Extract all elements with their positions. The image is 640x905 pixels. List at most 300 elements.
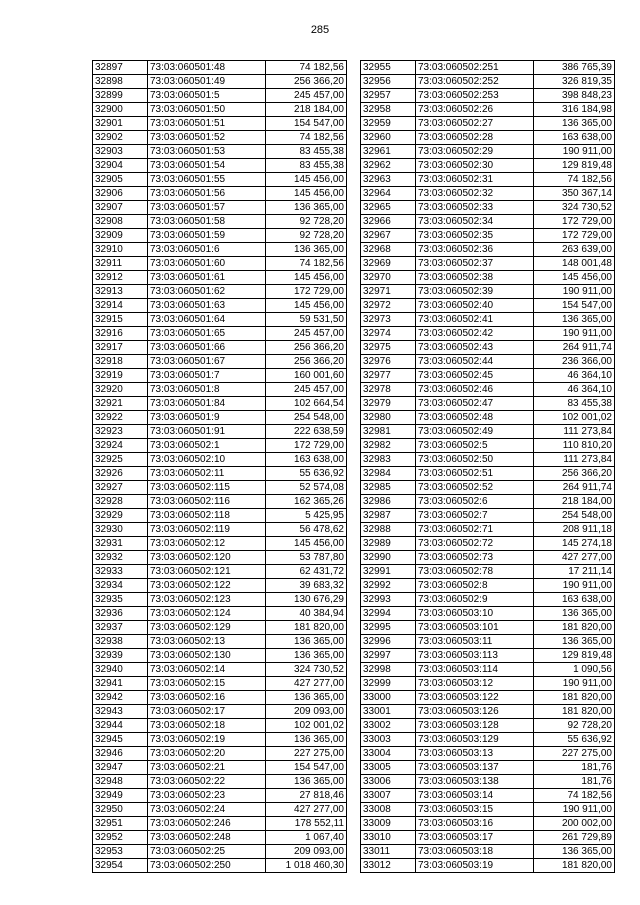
- value-cell: 5 425,95: [266, 509, 347, 523]
- row-number-cell: 32960: [361, 131, 416, 145]
- cadastral-number-cell: 73:03:060502:36: [416, 243, 534, 257]
- table-row: [93, 75, 347, 89]
- cadastral-number-cell: 73:03:060502:26: [416, 103, 534, 117]
- row-number-cell: 32932: [93, 551, 148, 565]
- value-cell: 1 090,56: [534, 663, 615, 677]
- table-row: [361, 733, 615, 747]
- row-number-cell: 32937: [93, 621, 148, 635]
- value-cell: 145 456,00: [266, 537, 347, 551]
- row-number-cell: 32901: [93, 117, 148, 131]
- value-cell: 236 366,00: [534, 355, 615, 369]
- cadastral-number-cell: 73:03:060502:50: [416, 453, 534, 467]
- table-row: [93, 705, 347, 719]
- row-number-cell: 32959: [361, 117, 416, 131]
- row-number-cell: 32997: [361, 649, 416, 663]
- row-number-cell: 32944: [93, 719, 148, 733]
- value-cell: 324 730,52: [266, 663, 347, 677]
- value-cell: 350 367,14: [534, 187, 615, 201]
- row-number-cell: 32986: [361, 495, 416, 509]
- register-table-right-body: [361, 61, 615, 873]
- row-number-cell: 32934: [93, 579, 148, 593]
- row-number-cell: 32981: [361, 425, 416, 439]
- value-cell: 145 274,18: [534, 537, 615, 551]
- table-row: [361, 649, 615, 663]
- value-cell: 264 911,74: [534, 341, 615, 355]
- cadastral-number-cell: 73:03:060502:19: [148, 733, 266, 747]
- value-cell: 227 275,00: [534, 747, 615, 761]
- value-cell: 254 548,00: [534, 509, 615, 523]
- page-number: 285: [310, 24, 330, 36]
- cadastral-number-cell: 73:03:060502:7: [416, 509, 534, 523]
- value-cell: 427 277,00: [266, 677, 347, 691]
- row-number-cell: 32909: [93, 229, 148, 243]
- row-number-cell: 33008: [361, 803, 416, 817]
- cadastral-number-cell: 73:03:060503:113: [416, 649, 534, 663]
- cadastral-number-cell: 73:03:060502:252: [416, 75, 534, 89]
- value-cell: 129 819,48: [534, 159, 615, 173]
- row-number-cell: 32939: [93, 649, 148, 663]
- cadastral-number-cell: 73:03:060501:7: [148, 369, 266, 383]
- table-row: [361, 201, 615, 215]
- table-row: [361, 131, 615, 145]
- table-row: [361, 537, 615, 551]
- table-row: [361, 159, 615, 173]
- value-cell: 181 820,00: [534, 859, 615, 873]
- table-row: [93, 565, 347, 579]
- table-row: [93, 537, 347, 551]
- cadastral-number-cell: 73:03:060502:43: [416, 341, 534, 355]
- row-number-cell: 33009: [361, 817, 416, 831]
- cadastral-number-cell: 73:03:060502:24: [148, 803, 266, 817]
- cadastral-number-cell: 73:03:060502:46: [416, 383, 534, 397]
- table-row: [361, 411, 615, 425]
- cadastral-number-cell: 73:03:060502:32: [416, 187, 534, 201]
- cadastral-number-cell: 73:03:060502:73: [416, 551, 534, 565]
- value-cell: 154 547,00: [534, 299, 615, 313]
- value-cell: 83 455,38: [534, 397, 615, 411]
- table-row: [93, 229, 347, 243]
- row-number-cell: 32931: [93, 537, 148, 551]
- row-number-cell: 32948: [93, 775, 148, 789]
- table-row: [361, 579, 615, 593]
- table-row: [361, 341, 615, 355]
- value-cell: 148 001,48: [534, 257, 615, 271]
- row-number-cell: 32996: [361, 635, 416, 649]
- table-row: [93, 691, 347, 705]
- table-row: [93, 425, 347, 439]
- row-number-cell: 33000: [361, 691, 416, 705]
- row-number-cell: 32919: [93, 369, 148, 383]
- cadastral-number-cell: 73:03:060502:29: [416, 145, 534, 159]
- row-number-cell: 32949: [93, 789, 148, 803]
- cadastral-number-cell: 73:03:060502:72: [416, 537, 534, 551]
- cadastral-number-cell: 73:03:060501:56: [148, 187, 266, 201]
- value-cell: 59 531,50: [266, 313, 347, 327]
- value-cell: 102 664,54: [266, 397, 347, 411]
- table-row: [361, 117, 615, 131]
- cadastral-number-cell: 73:03:060502:41: [416, 313, 534, 327]
- row-number-cell: 32967: [361, 229, 416, 243]
- value-cell: 208 911,18: [534, 523, 615, 537]
- row-number-cell: 33006: [361, 775, 416, 789]
- value-cell: 163 638,00: [534, 131, 615, 145]
- row-number-cell: 32908: [93, 215, 148, 229]
- table-row: [93, 201, 347, 215]
- row-number-cell: 33012: [361, 859, 416, 873]
- cadastral-number-cell: 73:03:060501:61: [148, 271, 266, 285]
- cadastral-number-cell: 73:03:060501:63: [148, 299, 266, 313]
- row-number-cell: 32941: [93, 677, 148, 691]
- cadastral-number-cell: 73:03:060502:39: [416, 285, 534, 299]
- row-number-cell: 32933: [93, 565, 148, 579]
- value-cell: 74 182,56: [266, 61, 347, 75]
- row-number-cell: 32965: [361, 201, 416, 215]
- table-row: [361, 75, 615, 89]
- row-number-cell: 32951: [93, 817, 148, 831]
- table-row: [361, 215, 615, 229]
- row-number-cell: 33002: [361, 719, 416, 733]
- register-table-left-body: [93, 61, 347, 873]
- table-row: [361, 439, 615, 453]
- value-cell: 17 211,14: [534, 565, 615, 579]
- table-row: [93, 719, 347, 733]
- table-row: [93, 355, 347, 369]
- row-number-cell: 32904: [93, 159, 148, 173]
- cadastral-number-cell: 73:03:060502:51: [416, 467, 534, 481]
- cadastral-number-cell: 73:03:060502:48: [416, 411, 534, 425]
- cadastral-number-cell: 73:03:060503:137: [416, 761, 534, 775]
- table-row: [361, 635, 615, 649]
- row-number-cell: 32956: [361, 75, 416, 89]
- cadastral-number-cell: 73:03:060502:5: [416, 439, 534, 453]
- cadastral-number-cell: 73:03:060502:14: [148, 663, 266, 677]
- row-number-cell: 32978: [361, 383, 416, 397]
- cadastral-number-cell: 73:03:060502:10: [148, 453, 266, 467]
- value-cell: 181 820,00: [534, 691, 615, 705]
- value-cell: 398 848,23: [534, 89, 615, 103]
- row-number-cell: 32973: [361, 313, 416, 327]
- cadastral-number-cell: 73:03:060502:27: [416, 117, 534, 131]
- cadastral-number-cell: 73:03:060501:62: [148, 285, 266, 299]
- value-cell: 254 548,00: [266, 411, 347, 425]
- cadastral-number-cell: 73:03:060502:42: [416, 327, 534, 341]
- cadastral-number-cell: 73:03:060501:57: [148, 201, 266, 215]
- row-number-cell: 33003: [361, 733, 416, 747]
- value-cell: 102 001,02: [266, 719, 347, 733]
- value-cell: 218 184,00: [534, 495, 615, 509]
- table-row: [93, 145, 347, 159]
- table-row: [93, 495, 347, 509]
- value-cell: 102 001,02: [534, 411, 615, 425]
- value-cell: 136 365,00: [266, 649, 347, 663]
- table-row: [361, 761, 615, 775]
- value-cell: 74 182,56: [534, 173, 615, 187]
- table-row: [93, 817, 347, 831]
- value-cell: 162 365,26: [266, 495, 347, 509]
- table-row: [93, 173, 347, 187]
- cadastral-number-cell: 73:03:060501:58: [148, 215, 266, 229]
- cadastral-number-cell: 73:03:060502:35: [416, 229, 534, 243]
- row-number-cell: 32946: [93, 747, 148, 761]
- cadastral-number-cell: 73:03:060502:115: [148, 481, 266, 495]
- value-cell: 256 366,20: [266, 355, 347, 369]
- cadastral-number-cell: 73:03:060501:6: [148, 243, 266, 257]
- cadastral-number-cell: 73:03:060503:101: [416, 621, 534, 635]
- table-row: [361, 467, 615, 481]
- table-row: [93, 621, 347, 635]
- cadastral-number-cell: 73:03:060502:17: [148, 705, 266, 719]
- cadastral-number-cell: 73:03:060503:10: [416, 607, 534, 621]
- value-cell: 136 365,00: [534, 313, 615, 327]
- row-number-cell: 32998: [361, 663, 416, 677]
- table-row: [93, 397, 347, 411]
- table-row: [361, 565, 615, 579]
- row-number-cell: 32982: [361, 439, 416, 453]
- table-row: [361, 705, 615, 719]
- value-cell: 129 819,48: [534, 649, 615, 663]
- row-number-cell: 32947: [93, 761, 148, 775]
- row-number-cell: 32992: [361, 579, 416, 593]
- cadastral-number-cell: 73:03:060503:129: [416, 733, 534, 747]
- value-cell: 181 820,00: [534, 621, 615, 635]
- cadastral-number-cell: 73:03:060502:33: [416, 201, 534, 215]
- table-row: [361, 187, 615, 201]
- value-cell: 256 366,20: [266, 341, 347, 355]
- value-cell: 136 365,00: [266, 243, 347, 257]
- value-cell: 163 638,00: [266, 453, 347, 467]
- cadastral-number-cell: 73:03:060502:40: [416, 299, 534, 313]
- cadastral-number-cell: 73:03:060502:130: [148, 649, 266, 663]
- cadastral-number-cell: 73:03:060502:13: [148, 635, 266, 649]
- table-row: [361, 327, 615, 341]
- row-number-cell: 32962: [361, 159, 416, 173]
- table-row: [361, 145, 615, 159]
- cadastral-number-cell: 73:03:060503:18: [416, 845, 534, 859]
- value-cell: 264 911,74: [534, 481, 615, 495]
- value-cell: 172 729,00: [266, 285, 347, 299]
- table-row: [93, 383, 347, 397]
- row-number-cell: 32899: [93, 89, 148, 103]
- row-number-cell: 32925: [93, 453, 148, 467]
- value-cell: 92 728,20: [266, 215, 347, 229]
- cadastral-number-cell: 73:03:060503:12: [416, 677, 534, 691]
- value-cell: 52 574,08: [266, 481, 347, 495]
- row-number-cell: 32975: [361, 341, 416, 355]
- row-number-cell: 32961: [361, 145, 416, 159]
- value-cell: 245 457,00: [266, 89, 347, 103]
- cadastral-number-cell: 73:03:060501:48: [148, 61, 266, 75]
- table-row: [93, 243, 347, 257]
- row-number-cell: 33011: [361, 845, 416, 859]
- table-row: [361, 509, 615, 523]
- row-number-cell: 32928: [93, 495, 148, 509]
- cadastral-number-cell: 73:03:060503:138: [416, 775, 534, 789]
- cadastral-number-cell: 73:03:060502:253: [416, 89, 534, 103]
- row-number-cell: 32940: [93, 663, 148, 677]
- table-row: [361, 789, 615, 803]
- row-number-cell: 32900: [93, 103, 148, 117]
- value-cell: 46 364,10: [534, 369, 615, 383]
- table-row: [93, 341, 347, 355]
- value-cell: 190 911,00: [534, 145, 615, 159]
- table-row: [93, 453, 347, 467]
- cadastral-number-cell: 73:03:060501:67: [148, 355, 266, 369]
- row-number-cell: 32907: [93, 201, 148, 215]
- table-row: [361, 817, 615, 831]
- value-cell: 83 455,38: [266, 145, 347, 159]
- cadastral-number-cell: 73:03:060502:246: [148, 817, 266, 831]
- cadastral-number-cell: 73:03:060501:54: [148, 159, 266, 173]
- table-row: [93, 509, 347, 523]
- row-number-cell: 32950: [93, 803, 148, 817]
- cadastral-number-cell: 73:03:060502:248: [148, 831, 266, 845]
- table-row: [361, 663, 615, 677]
- value-cell: 110 810,20: [534, 439, 615, 453]
- cadastral-number-cell: 73:03:060502:9: [416, 593, 534, 607]
- cadastral-number-cell: 73:03:060502:6: [416, 495, 534, 509]
- value-cell: 256 366,20: [266, 75, 347, 89]
- cadastral-number-cell: 73:03:060502:118: [148, 509, 266, 523]
- cadastral-number-cell: 73:03:060501:9: [148, 411, 266, 425]
- table-row: [361, 397, 615, 411]
- value-cell: 55 636,92: [266, 467, 347, 481]
- row-number-cell: 32953: [93, 845, 148, 859]
- cadastral-number-cell: 73:03:060502:119: [148, 523, 266, 537]
- cadastral-number-cell: 73:03:060502:28: [416, 131, 534, 145]
- cadastral-number-cell: 73:03:060501:59: [148, 229, 266, 243]
- value-cell: 74 182,56: [534, 789, 615, 803]
- table-row: [361, 523, 615, 537]
- cadastral-number-cell: 73:03:060503:13: [416, 747, 534, 761]
- row-number-cell: 32964: [361, 187, 416, 201]
- table-row: [93, 187, 347, 201]
- row-number-cell: 32927: [93, 481, 148, 495]
- value-cell: 145 456,00: [266, 299, 347, 313]
- table-row: [93, 593, 347, 607]
- cadastral-number-cell: 73:03:060502:120: [148, 551, 266, 565]
- cadastral-number-cell: 73:03:060503:114: [416, 663, 534, 677]
- table-row: [93, 481, 347, 495]
- cadastral-number-cell: 73:03:060502:15: [148, 677, 266, 691]
- value-cell: 181 820,00: [534, 705, 615, 719]
- value-cell: 190 911,00: [534, 579, 615, 593]
- row-number-cell: 32969: [361, 257, 416, 271]
- table-row: [361, 495, 615, 509]
- row-number-cell: 32966: [361, 215, 416, 229]
- value-cell: 263 639,00: [534, 243, 615, 257]
- cadastral-number-cell: 73:03:060503:19: [416, 859, 534, 873]
- table-row: [361, 383, 615, 397]
- cadastral-number-cell: 73:03:060502:12: [148, 537, 266, 551]
- row-number-cell: 32905: [93, 173, 148, 187]
- cadastral-number-cell: 73:03:060502:250: [148, 859, 266, 873]
- value-cell: 92 728,20: [266, 229, 347, 243]
- table-row: [361, 229, 615, 243]
- value-cell: 136 365,00: [266, 691, 347, 705]
- table-row: [361, 271, 615, 285]
- table-row: [361, 481, 615, 495]
- value-cell: 181,76: [534, 761, 615, 775]
- table-row: [93, 761, 347, 775]
- table-row: [93, 831, 347, 845]
- table-row: [93, 649, 347, 663]
- row-number-cell: 32970: [361, 271, 416, 285]
- row-number-cell: 32980: [361, 411, 416, 425]
- register-table-right: [360, 60, 615, 873]
- value-cell: 145 456,00: [266, 173, 347, 187]
- value-cell: 209 093,00: [266, 845, 347, 859]
- value-cell: 324 730,52: [534, 201, 615, 215]
- row-number-cell: 32936: [93, 607, 148, 621]
- table-row: [361, 173, 615, 187]
- value-cell: 427 277,00: [266, 803, 347, 817]
- value-cell: 62 431,72: [266, 565, 347, 579]
- table-row: [93, 635, 347, 649]
- row-number-cell: 32977: [361, 369, 416, 383]
- table-row: [361, 257, 615, 271]
- table-row: [93, 467, 347, 481]
- value-cell: 227 275,00: [266, 747, 347, 761]
- value-cell: 145 456,00: [534, 271, 615, 285]
- value-cell: 163 638,00: [534, 593, 615, 607]
- table-row: [93, 677, 347, 691]
- value-cell: 83 455,38: [266, 159, 347, 173]
- value-cell: 145 456,00: [266, 271, 347, 285]
- row-number-cell: 32971: [361, 285, 416, 299]
- row-number-cell: 32983: [361, 453, 416, 467]
- cadastral-number-cell: 73:03:060502:11: [148, 467, 266, 481]
- cadastral-number-cell: 73:03:060502:30: [416, 159, 534, 173]
- value-cell: 190 911,00: [534, 803, 615, 817]
- row-number-cell: 32921: [93, 397, 148, 411]
- row-number-cell: 32954: [93, 859, 148, 873]
- row-number-cell: 33007: [361, 789, 416, 803]
- cadastral-number-cell: 73:03:060501:8: [148, 383, 266, 397]
- value-cell: 136 365,00: [534, 117, 615, 131]
- table-row: [361, 621, 615, 635]
- table-row: [93, 61, 347, 75]
- row-number-cell: 32923: [93, 425, 148, 439]
- cadastral-number-cell: 73:03:060502:78: [416, 565, 534, 579]
- row-number-cell: 33004: [361, 747, 416, 761]
- cadastral-number-cell: 73:03:060502:20: [148, 747, 266, 761]
- value-cell: 74 182,56: [266, 131, 347, 145]
- row-number-cell: 32903: [93, 145, 148, 159]
- row-number-cell: 32976: [361, 355, 416, 369]
- cadastral-number-cell: 73:03:060503:16: [416, 817, 534, 831]
- value-cell: 172 729,00: [266, 439, 347, 453]
- value-cell: 27 818,46: [266, 789, 347, 803]
- value-cell: 111 273,84: [534, 453, 615, 467]
- table-row: [361, 803, 615, 817]
- table-row: [93, 859, 347, 873]
- row-number-cell: 32991: [361, 565, 416, 579]
- value-cell: 316 184,98: [534, 103, 615, 117]
- row-number-cell: 32972: [361, 299, 416, 313]
- row-number-cell: 32995: [361, 621, 416, 635]
- table-row: [93, 313, 347, 327]
- value-cell: 130 676,29: [266, 593, 347, 607]
- cadastral-number-cell: 73:03:060503:128: [416, 719, 534, 733]
- row-number-cell: 32984: [361, 467, 416, 481]
- table-row: [361, 719, 615, 733]
- table-row: [93, 89, 347, 103]
- register-table-left: [92, 60, 347, 873]
- table-row: [93, 579, 347, 593]
- value-cell: 261 729,89: [534, 831, 615, 845]
- value-cell: 136 365,00: [534, 635, 615, 649]
- value-cell: 40 384,94: [266, 607, 347, 621]
